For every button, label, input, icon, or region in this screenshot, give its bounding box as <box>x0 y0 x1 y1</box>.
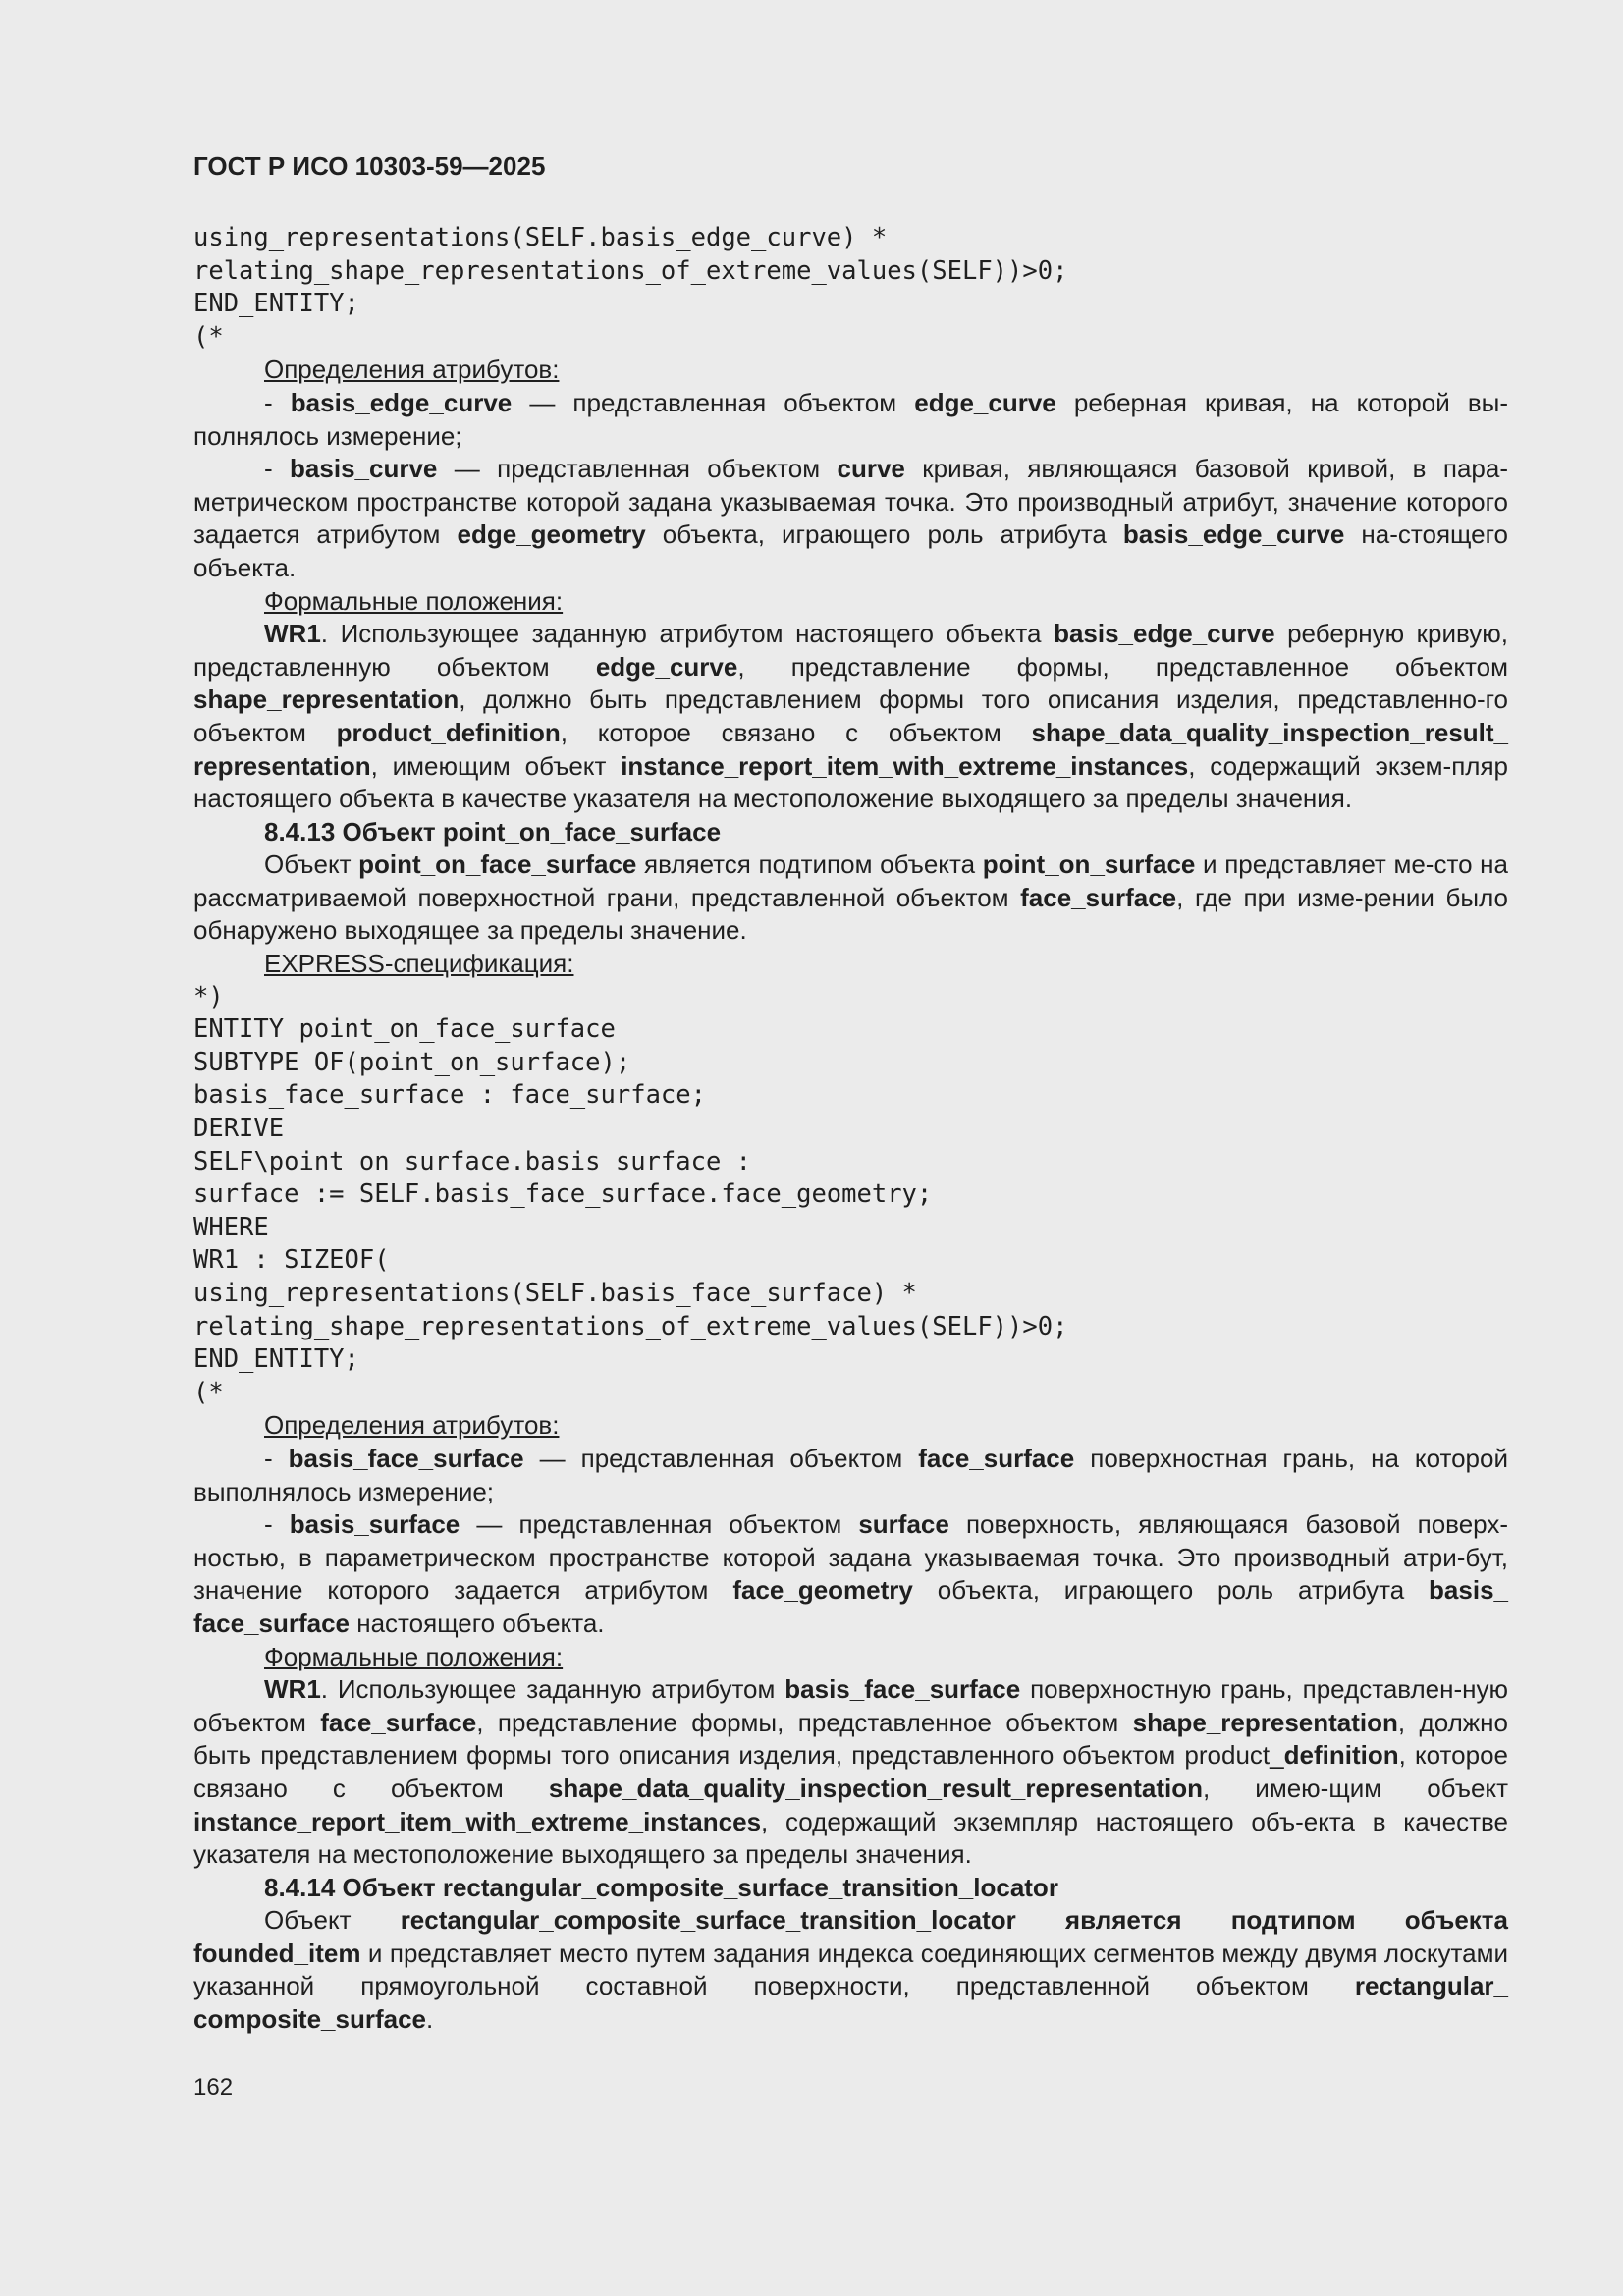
section-heading-8-4-13: 8.4.13 Объект point_on_face_surface <box>264 816 722 847</box>
attr-basis-surface: - basis_surface — представленная объектом surface поверхность, являющаяся базовой поверх-ностью, в параметрическом пространстве которой задана указываемая точка. Это производный атри-бут, значение которого задается атрибутом face_geometry объекта, играющего роль атрибута basis_ face_surface настоящего объекта. <box>193 1509 1508 1638</box>
code-line: SUBTYPE OF(point_on_surface); <box>193 1047 631 1077</box>
code-line: END_ENTITY; <box>193 1344 359 1375</box>
code-line: (* <box>193 1377 224 1407</box>
code-line: DERIVE <box>193 1114 285 1144</box>
rule-wr1: WR1. Использующее заданную атрибутом basis_face_surface поверхностную грань, представлен-ную объектом face_surface, представление формы, представленное объектом shape_representation, должно быть представлением формы того описания изделия, представленного объектом product_definition, которое связано с объектом shape_data_quality_inspection_result_representation, имею-щим объект instance_report_item_with_extreme_instances, содержащий экземпляр настоящего объ-екта в качестве указателя на местоположение выходящего за пределы значения. <box>193 1674 1509 1870</box>
formal-provisions-heading: Формальные положения: <box>264 585 564 616</box>
page-content <box>193 222 1508 2037</box>
code-line: WR1 : SIZEOF( <box>193 1245 390 1276</box>
code-line: *) <box>193 981 224 1011</box>
page-number: 162 <box>193 2074 234 2101</box>
code-line: SELF\point_on_surface.basis_surface : <box>193 1146 752 1176</box>
express-spec-heading: EXPRESS-спецификация: <box>264 949 574 979</box>
code-line: relating_shape_representations_of_extreme_values(SELF))>0; <box>193 1311 1068 1341</box>
formal-provisions-heading: Формальные положения: <box>264 1641 564 1671</box>
code-line: relating_shape_representations_of_extreme_values(SELF))>0; <box>193 255 1068 286</box>
rule-wr1: WR1. Использующее заданную атрибутом настоящего объекта basis_edge_curve реберную кривую, представленную объектом edge_curve, представление формы, представленное объектом shape_representation, должно быть представлением формы того описания изделия, представленно-го объектом product_definition, которое связано с объектом shape_data_quality_inspection_result_ representation, имеющим объект instance_report_item_with_extreme_instances, содержащий экзем-пляр настоящего объекта в качестве указателя на местоположение выходящего за пределы значения. <box>193 619 1509 814</box>
attr-basis-edge-curve: - basis_edge_curve — представленная объектом edge_curve реберная кривая, на которой вы-полнялось измерение; <box>193 387 1508 451</box>
code-line: surface := SELF.basis_face_surface.face_geometry; <box>193 1179 933 1210</box>
code-line: END_ENTITY; <box>193 289 359 319</box>
attr-definitions-heading: Определения атрибутов: <box>264 1410 560 1441</box>
code-line: using_representations(SELF.basis_edge_curve) * <box>193 223 888 252</box>
attr-basis-curve: - basis_curve — представленная объектом curve кривая, являющаяся базовой кривой, в пара-метрическом пространстве которой задана указываемая точка. Это производный атрибут, значение которого задается атрибутом edge_geometry объекта, играющего роль атрибута basis_edge_curve на-стоящего объекта. <box>193 454 1508 582</box>
document-header: ГОСТ Р ИСО 10303-59—2025 <box>193 151 546 181</box>
section-heading-8-4-14: 8.4.14 Объект rectangular_composite_surface_transition_locator <box>264 1872 1058 1902</box>
section-paragraph: Объект rectangular_composite_surface_transition_locator является подтипом объекта founded_item и представляет место путем задания индекса соединяющих сегментов между двумя лоскутами указанной прямоугольной составной поверхности, представленной объектом rectangular_ composite_surface. <box>193 1905 1508 2035</box>
section-paragraph: Объект point_on_face_surface является подтипом объекта point_on_surface и представляет ме-сто на рассматриваемой поверхностной грани, представленной объектом face_surface, где при изме-рении было обнаружено выходящее за пределы значение. <box>193 849 1508 946</box>
code-line: using_representations(SELF.basis_face_surface) * <box>193 1279 917 1308</box>
code-line: ENTITY point_on_face_surface <box>193 1014 616 1045</box>
express-code-block <box>193 981 1508 1410</box>
code-line: (* <box>193 321 224 352</box>
attr-definitions-heading: Определения атрибутов: <box>264 355 560 385</box>
attr-basis-face-surface: - basis_face_surface — представленная объектом face_surface поверхностная грань, на которой выполнялось измерение; <box>193 1443 1508 1506</box>
code-line: WHERE <box>193 1212 269 1242</box>
code-line: basis_face_surface : face_surface; <box>193 1080 706 1111</box>
